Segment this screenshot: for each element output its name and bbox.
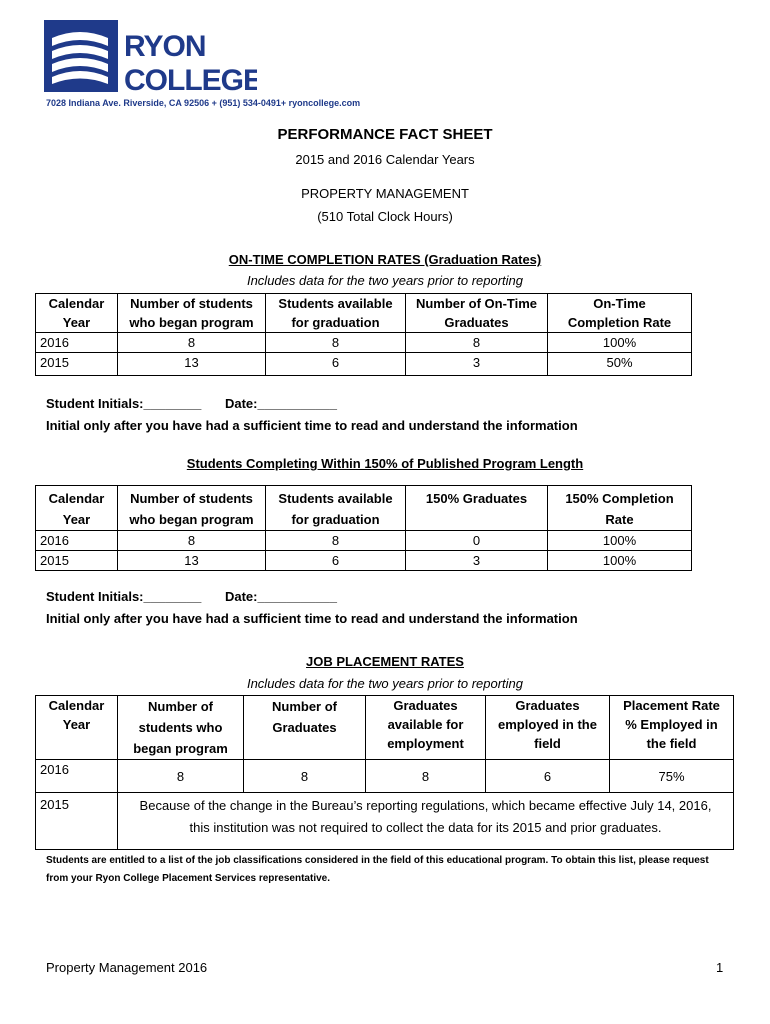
completion-table [35, 293, 692, 376]
table-cell: 8 [118, 531, 266, 551]
year-cell: 2015 [36, 551, 118, 571]
table-cell: 0 [406, 531, 548, 551]
table-cell: 8 [406, 333, 548, 353]
initials-label: Student Initials:________ [46, 589, 202, 604]
table-cell: 75% [610, 760, 734, 793]
header-cell: Students available for graduation [266, 486, 406, 531]
placement-table [35, 695, 734, 850]
address-line: 7028 Indiana Ave. Riverside, CA 92506 + (951) 534-0491+ ryoncollege.com [46, 98, 361, 108]
logo-book-icon [42, 18, 257, 98]
table-cell: 6 [266, 353, 406, 376]
header-cell: Number of students who began program [118, 696, 244, 760]
table-row [36, 531, 692, 551]
header-cell: Number of students who began program [118, 294, 266, 333]
initials-label: Student Initials:________ [46, 396, 202, 411]
table-cell: 3 [406, 551, 548, 571]
header-cell: Graduates employed in the field [486, 696, 610, 760]
header-cell: Graduates available for employment [366, 696, 486, 760]
table-cell: 50% [548, 353, 692, 376]
table-row [36, 793, 734, 850]
table-cell: 3 [406, 353, 548, 376]
initial-instruction-2: Initial only after you have had a sufficient time to read and understand the information [46, 611, 578, 626]
table-cell: 8 [366, 760, 486, 793]
year-cell: 2016 [36, 333, 118, 353]
student-initials-2[interactable] [46, 589, 337, 604]
table-cell: 100% [548, 551, 692, 571]
year-cell: 2015 [36, 793, 118, 850]
placement-heading: JOB PLACEMENT RATES [306, 654, 464, 669]
table-cell: 100% [548, 531, 692, 551]
header-cell: Students available for graduation [266, 294, 406, 333]
college-logo [42, 18, 257, 98]
table-cell: 6 [266, 551, 406, 571]
table-row [36, 551, 692, 571]
calendar-years: 2015 and 2016 Calendar Years [295, 152, 475, 167]
table-cell: 6 [486, 760, 610, 793]
header-cell: Number of Graduates [244, 696, 366, 760]
placement-subheading: Includes data for the two years prior to reporting [246, 676, 524, 691]
header-cell: Calendar Year [36, 696, 118, 760]
initial-instruction-1: Initial only after you have had a sufficient time to read and understand the information [46, 418, 578, 433]
table-row [36, 333, 692, 353]
clock-hours: (510 Total Clock Hours) [317, 209, 453, 224]
header-cell: Number of On-Time Graduates [406, 294, 548, 333]
header-cell: Calendar Year [36, 486, 118, 531]
table-header-row [36, 486, 692, 531]
date-label: Date:___________ [224, 396, 338, 411]
year-cell: 2016 [36, 760, 118, 793]
table-row [36, 353, 692, 376]
table-header-row [36, 696, 734, 760]
within150-table [35, 485, 692, 571]
within150-heading: Students Completing Within 150% of Published Program Length [186, 456, 584, 471]
classification-note: Students are entitled to a list of the job classifications considered in the field of this educational program. To obtain this list, please request from your Ryon College Placement Services representative. [46, 855, 709, 884]
table-cell: 100% [548, 333, 692, 353]
table-header-row [36, 294, 692, 333]
logo-text-line2: COLLEGE [124, 64, 257, 97]
table-cell: 8 [244, 760, 366, 793]
regulation-note: Because of the change in the Bureau’s reporting regulations, which became effective July 14, 2016, this institution was not required to collect the data for its 2015 and prior graduates. [118, 793, 734, 850]
header-cell: 150% Completion Rate [548, 486, 692, 531]
header-cell: Calendar Year [36, 294, 118, 333]
table-cell: 13 [118, 551, 266, 571]
header-cell: Placement Rate % Employed in the field [610, 696, 734, 760]
footer-title: Property Management 2016 [46, 960, 208, 975]
table-cell: 8 [118, 760, 244, 793]
header-cell: 150% Graduates [406, 486, 548, 531]
page-number: 1 [716, 960, 724, 975]
table-cell: 8 [266, 531, 406, 551]
table-row [36, 760, 734, 793]
year-cell: 2015 [36, 353, 118, 376]
header-cell: On-Time Completion Rate [548, 294, 692, 333]
logo-text-line1: RYON [124, 30, 206, 63]
table-cell: 8 [266, 333, 406, 353]
date-label: Date:___________ [224, 589, 338, 604]
year-cell: 2016 [36, 531, 118, 551]
student-initials-1[interactable] [46, 396, 337, 411]
header-cell: Number of students who began program [118, 486, 266, 531]
completion-subheading: Includes data for the two years prior to reporting [246, 273, 524, 288]
completion-heading: ON-TIME COMPLETION RATES (Graduation Rates) [228, 252, 542, 267]
table-cell: 13 [118, 353, 266, 376]
page-title: PERFORMANCE FACT SHEET [277, 126, 493, 143]
table-cell: 8 [118, 333, 266, 353]
program-name: PROPERTY MANAGEMENT [301, 186, 469, 201]
